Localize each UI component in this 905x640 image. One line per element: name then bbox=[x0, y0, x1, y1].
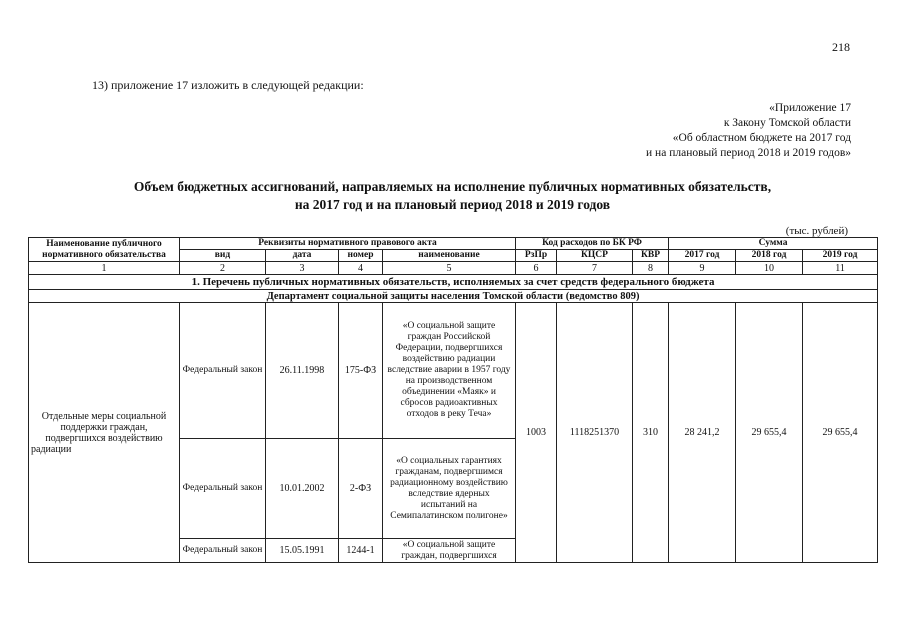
section-title: 1. Перечень публичных нормативных обязательств, исполняемых за счет средств федерального бюджета bbox=[29, 275, 878, 290]
act-number: 1244-1 bbox=[339, 539, 383, 563]
col-header-kcsr: КЦСР bbox=[557, 250, 633, 262]
header-sum: Сумма bbox=[669, 238, 878, 250]
page-number: 218 bbox=[832, 40, 850, 54]
title-line: Объем бюджетных ассигнований, направляемых на исполнение публичных нормативных обязательств, bbox=[133, 179, 772, 194]
col-header-2017: 2017 год bbox=[669, 250, 736, 262]
column-number: 11 bbox=[803, 262, 878, 275]
appendix-header bbox=[646, 101, 851, 161]
col-header-kvr: КВР bbox=[633, 250, 669, 262]
act-name: «О социальных гарантиях гражданам, подвергшимся радиационному воздействию вследствие ядерных испытаний на Семипалатинском полигоне» bbox=[383, 439, 516, 539]
act-number: 2-ФЗ bbox=[339, 439, 383, 539]
act-name: «О социальной защите граждан Российской Федерации, подвергшихся воздействию радиации вследствие аварии в 1957 году на производственном объединении «Маяк» и сбросов радиоактивных отходов в реку Теча» bbox=[383, 303, 516, 439]
act-date: 26.11.1998 bbox=[266, 303, 339, 439]
col-header-date: дата bbox=[266, 250, 339, 262]
code-kvr: 310 bbox=[633, 303, 669, 563]
department-row: Департамент социальной защиты населения Томской области (ведомство 809) bbox=[29, 290, 878, 303]
col-header-2019: 2019 год bbox=[803, 250, 878, 262]
column-number: 6 bbox=[516, 262, 557, 275]
column-number: 8 bbox=[633, 262, 669, 275]
document-title bbox=[30, 178, 875, 214]
col-header-type: вид bbox=[180, 250, 266, 262]
act-name: «О социальной защите граждан, подвергшихся bbox=[383, 539, 516, 563]
column-number: 7 bbox=[557, 262, 633, 275]
col-header-name: наименование bbox=[383, 250, 516, 262]
column-number: 2 bbox=[180, 262, 266, 275]
col-header-rzpr: РзПр bbox=[516, 250, 557, 262]
column-number: 10 bbox=[736, 262, 803, 275]
column-number: 4 bbox=[339, 262, 383, 275]
act-type: Федеральный закон bbox=[180, 539, 266, 563]
appendix-line: к Закону Томской области bbox=[723, 117, 851, 129]
col-header-2018: 2018 год bbox=[736, 250, 803, 262]
column-number: 3 bbox=[266, 262, 339, 275]
appendix-line: «Об областном бюджете на 2017 год bbox=[672, 132, 851, 144]
sum-2018: 29 655,4 bbox=[736, 303, 803, 563]
appendix-line: «Приложение 17 bbox=[769, 102, 851, 114]
column-number: 5 bbox=[383, 262, 516, 275]
sum-2017: 28 241,2 bbox=[669, 303, 736, 563]
column-number: 9 bbox=[669, 262, 736, 275]
act-type: Федеральный закон bbox=[180, 303, 266, 439]
intro-text: 13) приложение 17 изложить в следующей редакции: bbox=[92, 78, 364, 92]
act-date: 15.05.1991 bbox=[266, 539, 339, 563]
sum-2019: 29 655,4 bbox=[803, 303, 878, 563]
unit-label: (тыс. рублей) bbox=[785, 225, 848, 237]
obligation-name: Отдельные меры социальной поддержки граждан, подвергшихся воздействию радиации bbox=[29, 303, 180, 563]
code-rzpr: 1003 bbox=[516, 303, 557, 563]
header-obligation-name: Наименование публичного нормативного обязательства bbox=[29, 238, 180, 262]
title-line: на 2017 год и на плановый период 2018 и 2019 годов bbox=[294, 197, 611, 212]
header-act-requisites: Реквизиты нормативного правового акта bbox=[180, 238, 516, 250]
column-number: 1 bbox=[29, 262, 180, 275]
col-header-number: номер bbox=[339, 250, 383, 262]
header-expense-codes: Код расходов по БК РФ bbox=[516, 238, 669, 250]
act-date: 10.01.2002 bbox=[266, 439, 339, 539]
act-number: 175-ФЗ bbox=[339, 303, 383, 439]
obligations-table bbox=[28, 237, 878, 563]
appendix-line: и на плановый период 2018 и 2019 годов» bbox=[646, 147, 851, 159]
code-kcsr: 1118251370 bbox=[557, 303, 633, 563]
act-type: Федеральный закон bbox=[180, 439, 266, 539]
